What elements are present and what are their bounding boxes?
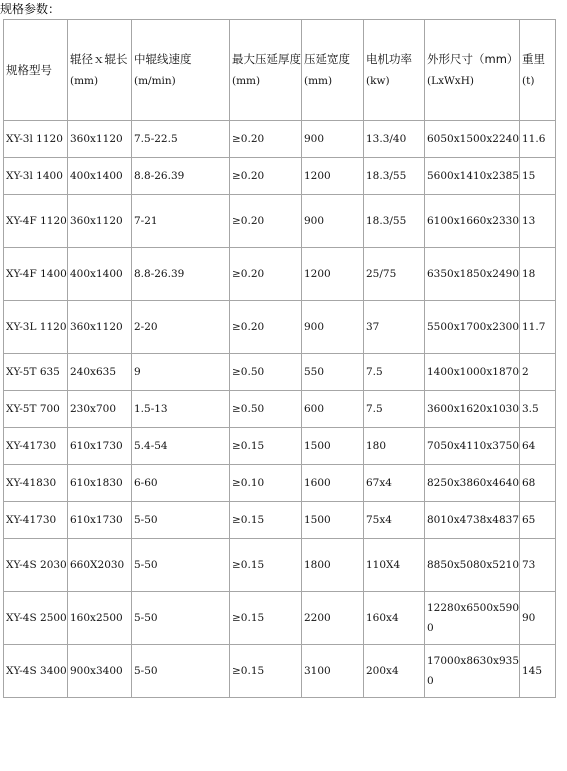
cell-speed: 8.8-26.39	[132, 248, 230, 301]
table-row	[4, 502, 556, 539]
cell-width: 1600	[302, 465, 364, 502]
cell-speed: 5-50	[132, 502, 230, 539]
header-cell-model	[4, 20, 68, 121]
cell-power: 67x4	[364, 465, 425, 502]
cell-power: 200x4	[364, 645, 425, 698]
cell-power: 18.3/55	[364, 195, 425, 248]
table-row	[4, 645, 556, 698]
spec-caption: 规格参数：	[0, 2, 61, 16]
cell-power: 13.3/40	[364, 121, 425, 158]
cell-model: XY-4S 3400	[4, 645, 68, 698]
cell-speed: 5-50	[132, 539, 230, 592]
header-label: 重里	[522, 52, 545, 66]
cell-width: 1200	[302, 248, 364, 301]
cell-power: 7.5	[364, 354, 425, 391]
cell-roll-size: 400x1400	[68, 158, 132, 195]
header-cell-weight	[520, 20, 556, 121]
cell-speed: 6-60	[132, 465, 230, 502]
cell-dimensions: 6050x1500x2240	[425, 121, 520, 158]
header-unit: (m/min)	[134, 75, 176, 87]
header-label: 最大压延厚度	[232, 52, 301, 66]
cell-width: 1500	[302, 502, 364, 539]
spec-table	[3, 19, 556, 698]
table-row	[4, 428, 556, 465]
cell-roll-size: 230x700	[68, 391, 132, 428]
cell-speed: 7.5-22.5	[132, 121, 230, 158]
header-label: 电机功率	[366, 52, 412, 66]
cell-width: 1800	[302, 539, 364, 592]
cell-weight: 2	[520, 354, 556, 391]
cell-width: 900	[302, 195, 364, 248]
cell-model: XY-5T 700	[4, 391, 68, 428]
table-row	[4, 539, 556, 592]
cell-dimensions: 17000x8630x9350	[425, 645, 520, 698]
cell-roll-size: 160x2500	[68, 592, 132, 645]
cell-width: 2200	[302, 592, 364, 645]
table-row	[4, 195, 556, 248]
cell-weight: 73	[520, 539, 556, 592]
cell-dimensions: 8850x5080x5210	[425, 539, 520, 592]
cell-dimensions: 3600x1620x1030	[425, 391, 520, 428]
cell-model: XY-41830	[4, 465, 68, 502]
cell-weight: 11.6	[520, 121, 556, 158]
cell-model: XY-3l 1120	[4, 121, 68, 158]
cell-model: XY-4F 1400	[4, 248, 68, 301]
cell-roll-size: 610x1730	[68, 428, 132, 465]
cell-roll-size: 240x635	[68, 354, 132, 391]
cell-thickness: ≥0.15	[230, 539, 302, 592]
cell-width: 600	[302, 391, 364, 428]
cell-roll-size: 610x1730	[68, 502, 132, 539]
cell-roll-size: 900x3400	[68, 645, 132, 698]
cell-weight: 64	[520, 428, 556, 465]
cell-dimensions: 7050x4110x3750	[425, 428, 520, 465]
cell-power: 7.5	[364, 391, 425, 428]
cell-dimensions: 6100x1660x2330	[425, 195, 520, 248]
cell-weight: 68	[520, 465, 556, 502]
cell-weight: 90	[520, 592, 556, 645]
cell-width: 1200	[302, 158, 364, 195]
header-label: 辊径ｘ辊长	[70, 52, 128, 66]
cell-thickness: ≥0.20	[230, 195, 302, 248]
cell-power: 180	[364, 428, 425, 465]
cell-thickness: ≥0.20	[230, 158, 302, 195]
cell-weight: 13	[520, 195, 556, 248]
cell-roll-size: 360x1120	[68, 121, 132, 158]
cell-power: 75x4	[364, 502, 425, 539]
cell-weight: 3.5	[520, 391, 556, 428]
header-label: 外形尺寸（mm）	[427, 52, 519, 66]
header-unit: (mm)	[232, 75, 261, 87]
header-unit: (kw)	[366, 75, 390, 87]
cell-model: XY-4F 1120	[4, 195, 68, 248]
cell-power: 18.3/55	[364, 158, 425, 195]
cell-weight: 145	[520, 645, 556, 698]
cell-weight: 15	[520, 158, 556, 195]
cell-power: 37	[364, 301, 425, 354]
cell-dimensions: 12280x6500x5900	[425, 592, 520, 645]
header-label: 规格型号	[6, 63, 52, 77]
cell-speed: 5.4-54	[132, 428, 230, 465]
cell-thickness: ≥0.50	[230, 391, 302, 428]
header-unit: (t)	[522, 75, 535, 87]
cell-model: XY-41730	[4, 428, 68, 465]
cell-thickness: ≥0.15	[230, 428, 302, 465]
cell-model: XY-5T 635	[4, 354, 68, 391]
header-unit: (mm)	[304, 75, 333, 87]
cell-dimensions: 5500x1700x2300	[425, 301, 520, 354]
cell-speed: 2-20	[132, 301, 230, 354]
header-cell-width	[302, 20, 364, 121]
cell-power: 160x4	[364, 592, 425, 645]
cell-speed: 5-50	[132, 592, 230, 645]
cell-dimensions: 1400x1000x1870	[425, 354, 520, 391]
cell-roll-size: 360x1120	[68, 301, 132, 354]
cell-width: 900	[302, 301, 364, 354]
header-label: 压延宽度	[304, 52, 350, 66]
header-unit: (mm)	[70, 75, 99, 87]
cell-dimensions: 6350x1850x2490	[425, 248, 520, 301]
cell-thickness: ≥0.10	[230, 465, 302, 502]
cell-model: XY-3L 1120	[4, 301, 68, 354]
header-unit: (LxWxH)	[427, 75, 474, 87]
cell-speed: 7-21	[132, 195, 230, 248]
cell-speed: 1.5-13	[132, 391, 230, 428]
header-cell-power	[364, 20, 425, 121]
cell-width: 550	[302, 354, 364, 391]
cell-thickness: ≥0.20	[230, 301, 302, 354]
table-row	[4, 158, 556, 195]
cell-weight: 65	[520, 502, 556, 539]
cell-power: 110X4	[364, 539, 425, 592]
header-row	[4, 20, 556, 121]
cell-width: 3100	[302, 645, 364, 698]
cell-thickness: ≥0.15	[230, 502, 302, 539]
cell-roll-size: 360x1120	[68, 195, 132, 248]
cell-weight: 18	[520, 248, 556, 301]
cell-dimensions: 5600x1410x2385	[425, 158, 520, 195]
cell-thickness: ≥0.15	[230, 592, 302, 645]
header-cell-speed	[132, 20, 230, 121]
cell-thickness: ≥0.15	[230, 645, 302, 698]
cell-speed: 5-50	[132, 645, 230, 698]
cell-thickness: ≥0.20	[230, 121, 302, 158]
cell-thickness: ≥0.50	[230, 354, 302, 391]
cell-width: 900	[302, 121, 364, 158]
table-row	[4, 248, 556, 301]
cell-width: 1500	[302, 428, 364, 465]
cell-roll-size: 610x1830	[68, 465, 132, 502]
cell-model: XY-4S 2030	[4, 539, 68, 592]
header-cell-roll-size	[68, 20, 132, 121]
cell-thickness: ≥0.20	[230, 248, 302, 301]
cell-weight: 11.7	[520, 301, 556, 354]
cell-model: XY-3l 1400	[4, 158, 68, 195]
header-cell-thickness	[230, 20, 302, 121]
table-row	[4, 592, 556, 645]
cell-roll-size: 660X2030	[68, 539, 132, 592]
cell-speed: 8.8-26.39	[132, 158, 230, 195]
cell-dimensions: 8250x3860x4640	[425, 465, 520, 502]
header-cell-dimensions	[425, 20, 520, 121]
cell-dimensions: 8010x4738x4837	[425, 502, 520, 539]
cell-power: 25/75	[364, 248, 425, 301]
table-row	[4, 465, 556, 502]
cell-roll-size: 400x1400	[68, 248, 132, 301]
table-row	[4, 301, 556, 354]
header-label: 中辊线速度	[134, 52, 192, 66]
table-row	[4, 121, 556, 158]
table-row	[4, 354, 556, 391]
cell-model: XY-4S 2500	[4, 592, 68, 645]
table-row	[4, 391, 556, 428]
cell-model: XY-41730	[4, 502, 68, 539]
cell-speed: 9	[132, 354, 230, 391]
